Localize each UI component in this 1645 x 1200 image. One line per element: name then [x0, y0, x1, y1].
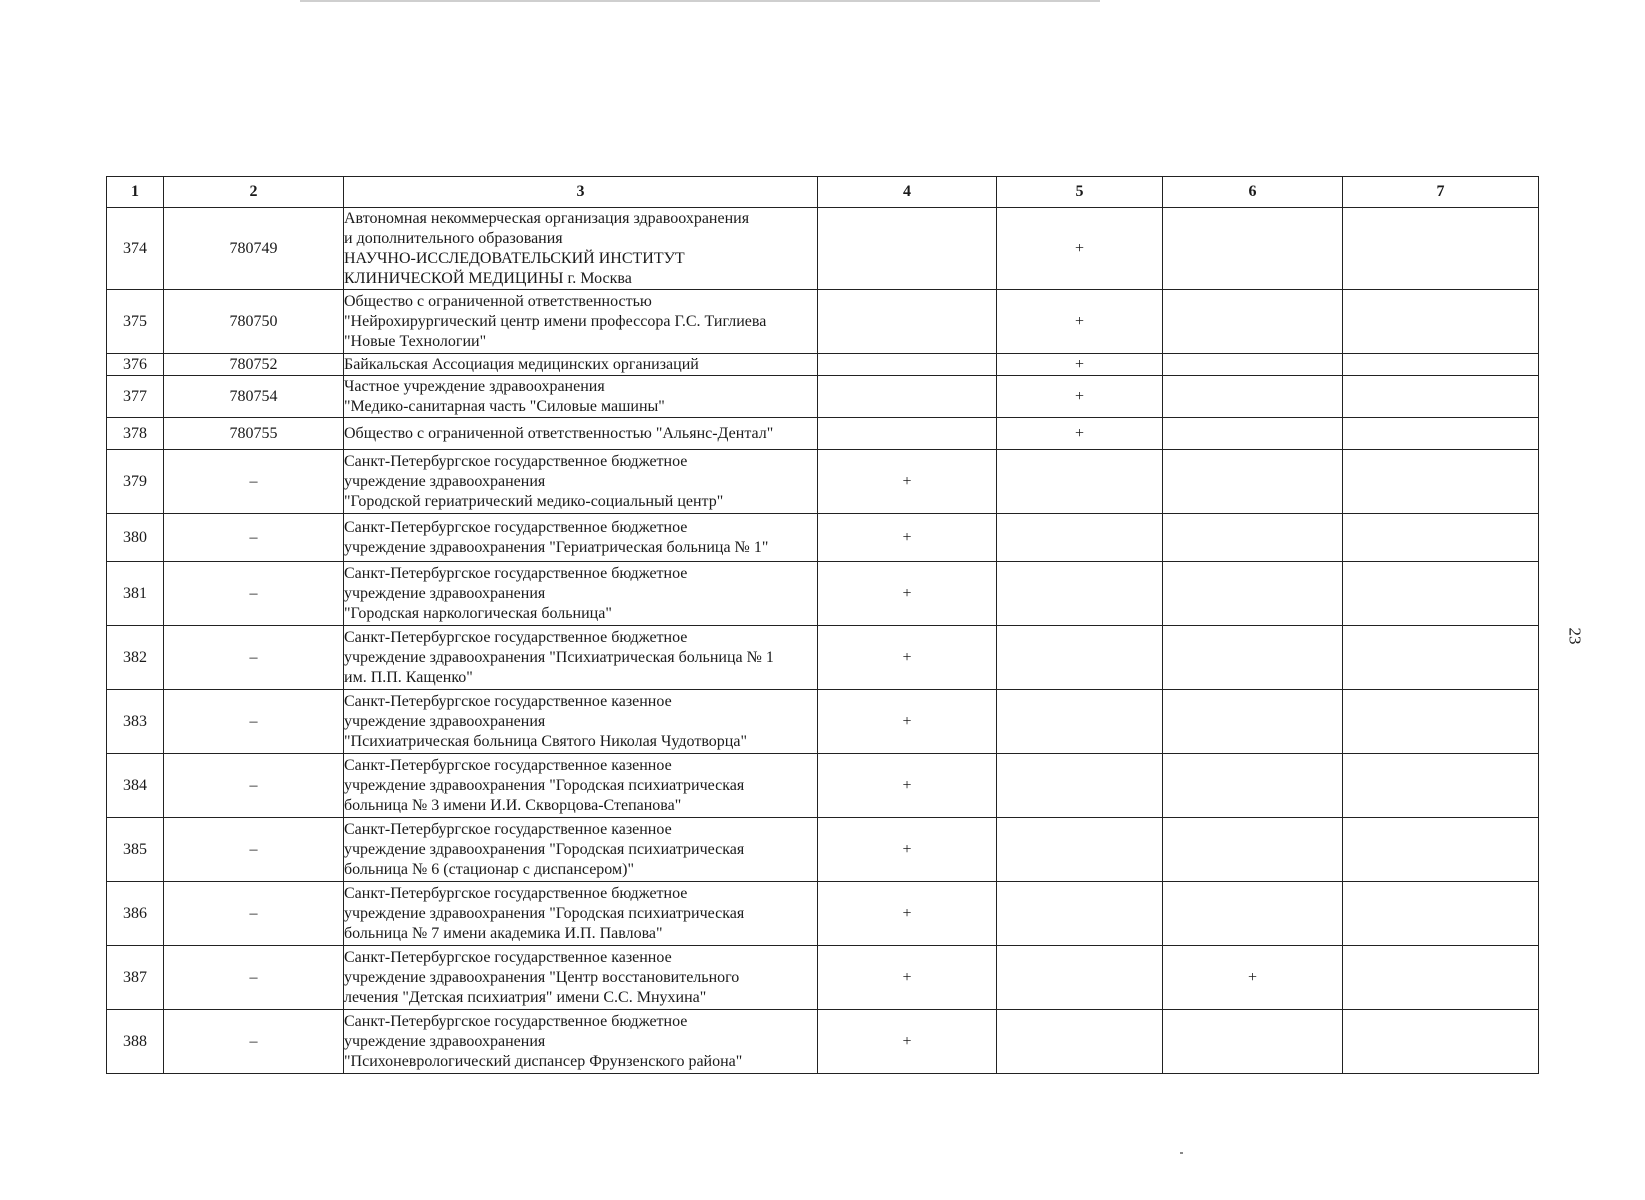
organization-name-line: Санкт-Петербургское государственное бюджетное	[344, 1012, 688, 1030]
organization-name-cell	[344, 208, 818, 290]
organization-name-cell	[344, 562, 818, 626]
organization-name-cell	[344, 1010, 818, 1074]
registry-code-cell: –	[164, 818, 344, 882]
table-body	[107, 208, 1539, 1074]
organization-name-cell	[344, 450, 818, 514]
registry-code-cell: –	[164, 562, 344, 626]
column-7-mark-cell	[1343, 514, 1539, 562]
header-col-6: 6	[1163, 177, 1343, 208]
column-6-mark-cell: +	[1163, 946, 1343, 1010]
column-4-mark-cell: +	[818, 882, 997, 946]
column-4-mark-cell: +	[818, 690, 997, 754]
registry-code-cell: 780754	[164, 376, 344, 418]
column-5-mark-cell	[997, 514, 1163, 562]
organization-name-line: "Новые Технологии"	[344, 332, 487, 350]
organization-name-line: Автономная некоммерческая организация здравоохранения	[344, 209, 750, 227]
organization-name-cell	[344, 514, 818, 562]
scan-artifact-dot	[1180, 1152, 1183, 1154]
organization-name-line: больница № 3 имени И.И. Скворцова-Степанова"	[344, 796, 682, 814]
column-7-mark-cell	[1343, 818, 1539, 882]
organization-name-line: Санкт-Петербургское государственное бюджетное	[344, 564, 688, 582]
organization-name-line: им. П.П. Кащенко"	[344, 668, 473, 686]
table-row	[107, 690, 1539, 754]
row-number-cell: 376	[107, 354, 164, 376]
header-col-7: 7	[1343, 177, 1539, 208]
organization-name-line: Санкт-Петербургское государственное бюджетное	[344, 628, 688, 646]
row-number-cell: 388	[107, 1010, 164, 1074]
registry-code-cell: 780750	[164, 290, 344, 354]
organization-name-line: НАУЧНО-ИССЛЕДОВАТЕЛЬСКИЙ ИНСТИТУТ	[344, 249, 685, 267]
column-5-mark-cell: +	[997, 418, 1163, 450]
table-row	[107, 514, 1539, 562]
column-7-mark-cell	[1343, 208, 1539, 290]
column-5-mark-cell	[997, 450, 1163, 514]
row-number-cell: 377	[107, 376, 164, 418]
organization-name-line: "Медико-санитарная часть "Силовые машины"	[344, 397, 665, 415]
organization-name-cell	[344, 376, 818, 418]
organization-name-line: учреждение здравоохранения	[344, 712, 546, 730]
registry-code-cell: –	[164, 882, 344, 946]
row-number-cell: 380	[107, 514, 164, 562]
table-row	[107, 418, 1539, 450]
column-5-mark-cell	[997, 690, 1163, 754]
organization-name-line: учреждение здравоохранения "Городская психиатрическая	[344, 776, 745, 794]
column-4-mark-cell: +	[818, 1010, 997, 1074]
column-5-mark-cell	[997, 946, 1163, 1010]
organization-name-line: учреждение здравоохранения "Гериатрическая больница № 1"	[344, 538, 769, 556]
column-7-mark-cell	[1343, 418, 1539, 450]
row-number-cell: 381	[107, 562, 164, 626]
column-7-mark-cell	[1343, 626, 1539, 690]
organization-name-line: и дополнительного образования	[344, 229, 563, 247]
table-row	[107, 882, 1539, 946]
organization-name-line: больница № 7 имени академика И.П. Павлова"	[344, 924, 663, 942]
registry-code-cell: 780755	[164, 418, 344, 450]
organization-name-line: учреждение здравоохранения "Городская психиатрическая	[344, 904, 745, 922]
row-number-cell: 385	[107, 818, 164, 882]
table-row	[107, 818, 1539, 882]
column-6-mark-cell	[1163, 690, 1343, 754]
column-6-mark-cell	[1163, 882, 1343, 946]
organization-name-cell	[344, 882, 818, 946]
row-number-cell: 384	[107, 754, 164, 818]
organization-name-line: учреждение здравоохранения "Городская психиатрическая	[344, 840, 745, 858]
column-4-mark-cell: +	[818, 450, 997, 514]
column-7-mark-cell	[1343, 1010, 1539, 1074]
organizations-table	[106, 176, 1539, 1074]
row-number-cell: 382	[107, 626, 164, 690]
registry-code-cell: –	[164, 946, 344, 1010]
column-6-mark-cell	[1163, 514, 1343, 562]
row-number-cell: 378	[107, 418, 164, 450]
header-col-5: 5	[997, 177, 1163, 208]
row-number-cell: 383	[107, 690, 164, 754]
registry-code-cell: –	[164, 754, 344, 818]
column-7-mark-cell	[1343, 690, 1539, 754]
table-row	[107, 290, 1539, 354]
table-row	[107, 626, 1539, 690]
column-4-mark-cell	[818, 208, 997, 290]
organization-name-line: Общество с ограниченной ответственностью "Альянс-Дентал"	[344, 424, 774, 442]
column-6-mark-cell	[1163, 562, 1343, 626]
column-4-mark-cell: +	[818, 818, 997, 882]
table-row	[107, 946, 1539, 1010]
table-row	[107, 354, 1539, 376]
column-4-mark-cell: +	[818, 946, 997, 1010]
organization-name-cell	[344, 818, 818, 882]
organization-name-line: Санкт-Петербургское государственное казенное	[344, 692, 672, 710]
organization-name-line: Санкт-Петербургское государственное казенное	[344, 948, 672, 966]
organization-name-line: учреждение здравоохранения	[344, 1032, 546, 1050]
column-4-mark-cell: +	[818, 562, 997, 626]
table-row	[107, 376, 1539, 418]
column-6-mark-cell	[1163, 354, 1343, 376]
column-5-mark-cell: +	[997, 354, 1163, 376]
column-4-mark-cell: +	[818, 626, 997, 690]
column-6-mark-cell	[1163, 1010, 1343, 1074]
row-number-cell: 374	[107, 208, 164, 290]
column-7-mark-cell	[1343, 450, 1539, 514]
table-row	[107, 450, 1539, 514]
column-7-mark-cell	[1343, 946, 1539, 1010]
column-5-mark-cell: +	[997, 376, 1163, 418]
column-5-mark-cell: +	[997, 208, 1163, 290]
column-5-mark-cell	[997, 562, 1163, 626]
column-4-mark-cell	[818, 290, 997, 354]
organization-name-line: Санкт-Петербургское государственное бюджетное	[344, 452, 688, 470]
column-7-mark-cell	[1343, 754, 1539, 818]
column-4-mark-cell: +	[818, 514, 997, 562]
column-6-mark-cell	[1163, 626, 1343, 690]
organization-name-line: Санкт-Петербургское государственное казенное	[344, 756, 672, 774]
organization-name-cell	[344, 626, 818, 690]
registry-code-cell: –	[164, 1010, 344, 1074]
column-5-mark-cell	[997, 754, 1163, 818]
column-6-mark-cell	[1163, 208, 1343, 290]
table-row	[107, 208, 1539, 290]
header-row	[107, 177, 1539, 208]
column-4-mark-cell	[818, 376, 997, 418]
column-6-mark-cell	[1163, 450, 1343, 514]
table-row	[107, 754, 1539, 818]
column-5-mark-cell	[997, 1010, 1163, 1074]
column-5-mark-cell	[997, 626, 1163, 690]
column-5-mark-cell: +	[997, 290, 1163, 354]
registry-code-cell: 780752	[164, 354, 344, 376]
organization-name-cell	[344, 354, 818, 376]
column-6-mark-cell	[1163, 818, 1343, 882]
page-number: 23	[1565, 627, 1585, 645]
column-7-mark-cell	[1343, 290, 1539, 354]
organization-name-line: Байкальская Ассоциация медицинских организаций	[344, 355, 699, 373]
organization-name-cell	[344, 946, 818, 1010]
registry-code-cell: –	[164, 690, 344, 754]
organization-name-line: Общество с ограниченной ответственностью	[344, 292, 652, 310]
organization-name-line: КЛИНИЧЕСКОЙ МЕДИЦИНЫ г. Москва	[344, 269, 632, 287]
header-col-3: 3	[344, 177, 818, 208]
header-col-4: 4	[818, 177, 997, 208]
column-4-mark-cell	[818, 354, 997, 376]
row-number-cell: 386	[107, 882, 164, 946]
column-4-mark-cell: +	[818, 754, 997, 818]
organization-name-line: учреждение здравоохранения	[344, 584, 546, 602]
column-6-mark-cell	[1163, 290, 1343, 354]
organization-name-cell	[344, 418, 818, 450]
organization-name-line: Санкт-Петербургское государственное казенное	[344, 820, 672, 838]
row-number-cell: 375	[107, 290, 164, 354]
column-7-mark-cell	[1343, 562, 1539, 626]
registry-code-cell: –	[164, 450, 344, 514]
registry-code-cell: –	[164, 626, 344, 690]
header-col-2: 2	[164, 177, 344, 208]
column-7-mark-cell	[1343, 882, 1539, 946]
column-5-mark-cell	[997, 818, 1163, 882]
organization-name-line: "Городской гериатрический медико-социальный центр"	[344, 492, 724, 510]
organization-name-line: учреждение здравоохранения	[344, 472, 546, 490]
column-6-mark-cell	[1163, 754, 1343, 818]
table-row	[107, 562, 1539, 626]
scan-artifact-line	[300, 0, 1100, 2]
organization-name-cell	[344, 290, 818, 354]
header-col-1: 1	[107, 177, 164, 208]
column-6-mark-cell	[1163, 418, 1343, 450]
organization-name-line: "Психиатрическая больница Святого Николая Чудотворца"	[344, 732, 747, 750]
column-6-mark-cell	[1163, 376, 1343, 418]
column-5-mark-cell	[997, 882, 1163, 946]
column-7-mark-cell	[1343, 354, 1539, 376]
registry-code-cell: 780749	[164, 208, 344, 290]
organization-name-line: Частное учреждение здравоохранения	[344, 377, 605, 395]
organization-name-line: "Городская наркологическая больница"	[344, 604, 612, 622]
registry-code-cell: –	[164, 514, 344, 562]
organization-name-line: Санкт-Петербургское государственное бюджетное	[344, 518, 688, 536]
organization-name-line: "Нейрохирургический центр имени профессора Г.С. Тиглиева	[344, 312, 767, 330]
organization-name-cell	[344, 754, 818, 818]
organization-name-line: учреждение здравоохранения "Психиатрическая больница № 1	[344, 648, 774, 666]
table-row	[107, 1010, 1539, 1074]
organization-name-line: Санкт-Петербургское государственное бюджетное	[344, 884, 688, 902]
organization-name-cell	[344, 690, 818, 754]
organization-name-line: учреждение здравоохранения "Центр восстановительного	[344, 968, 740, 986]
column-7-mark-cell	[1343, 376, 1539, 418]
row-number-cell: 387	[107, 946, 164, 1010]
row-number-cell: 379	[107, 450, 164, 514]
column-4-mark-cell	[818, 418, 997, 450]
organization-name-line: "Психоневрологический диспансер Фрунзенского района"	[344, 1052, 743, 1070]
organization-name-line: лечения "Детская психиатрия" имени С.С. Мнухина"	[344, 988, 707, 1006]
organization-name-line: больница № 6 (стационар с диспансером)"	[344, 860, 634, 878]
